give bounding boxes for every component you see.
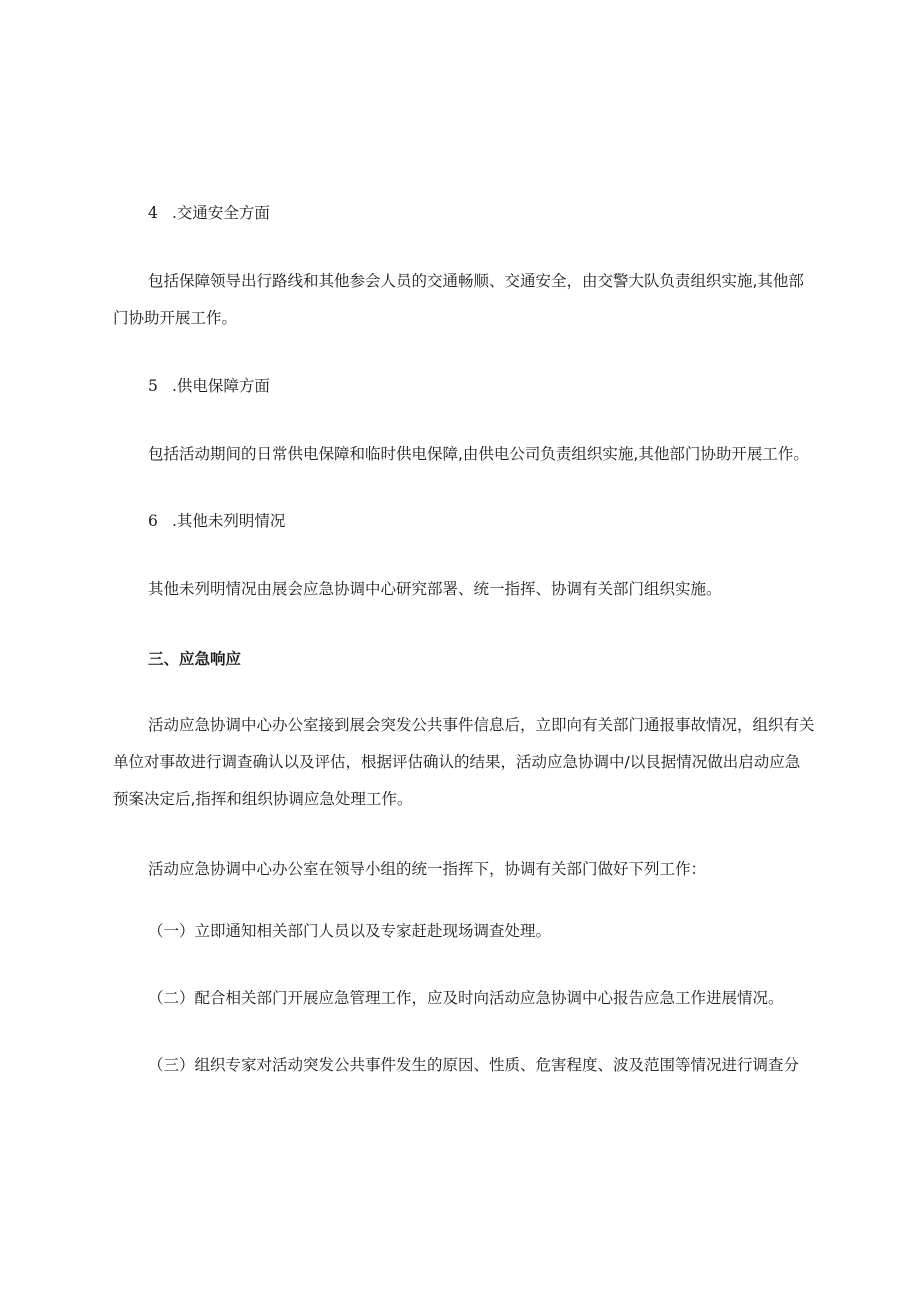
section-3-heading: 三、应急响应 (148, 650, 242, 668)
item-6-number: 6 (148, 512, 158, 530)
section-3-paragraph-1-line-3: 预案决定后,指挥和组织协调应急处理工作。 (113, 790, 413, 808)
item-5-heading (148, 375, 270, 397)
section-3-paragraph-1-line-2: 单位对事故进行调查确认以及评估，根据评估确认的结果，活动应急协调中/以艮据情况做出启动应急 (113, 753, 801, 771)
item-4-heading (148, 202, 270, 224)
item-6-paragraph-line-1: 其他未列明情况由展会应急协调中心研究部署、统一指挥、协调有关部门组织实施。 (148, 580, 722, 598)
item-5-title: .供电保障方面 (172, 377, 270, 395)
list-item-3: （三）组织专家对活动突发公共事件发生的原因、性质、危害程度、波及范围等情况进行调查分 (148, 1056, 800, 1074)
item-4-title: .交通安全方面 (172, 204, 270, 222)
item-4-number: 4 (148, 204, 158, 222)
item-6-heading (148, 510, 285, 532)
item-5-number: 5 (148, 377, 158, 395)
section-3-paragraph-2-line-1: 活动应急协调中心办公室在领导小组的统一指挥下，协调有关部门做好下列工作： (148, 860, 707, 878)
item-4-paragraph-line-2: 门协助开展工作。 (113, 309, 238, 327)
list-item-1: （一）立即通知相关部门人员以及专家赶赴现场调查处理。 (148, 922, 552, 940)
section-3-paragraph-1-line-1: 活动应急协调中心办公室接到展会突发公共事件信息后，立即向有关部门通报事故情况，组织有关 (148, 716, 815, 734)
item-6-title: .其他未列明情况 (172, 512, 286, 530)
item-5-paragraph-line-1: 包括活动期间的日常供电保障和临时供电保障,由供电公司负责组织实施,其他部门协助开展工作。 (148, 445, 809, 463)
item-4-paragraph-line-1: 包括保障领导出行路线和其他参会人员的交通畅顺、交通安全，由交警大队负责组织实施,其他部 (148, 272, 804, 290)
list-item-2: （二）配合相关部门开展应急管理工作，应及时向活动应急协调中心报告应急工作进展情况。 (148, 989, 784, 1007)
